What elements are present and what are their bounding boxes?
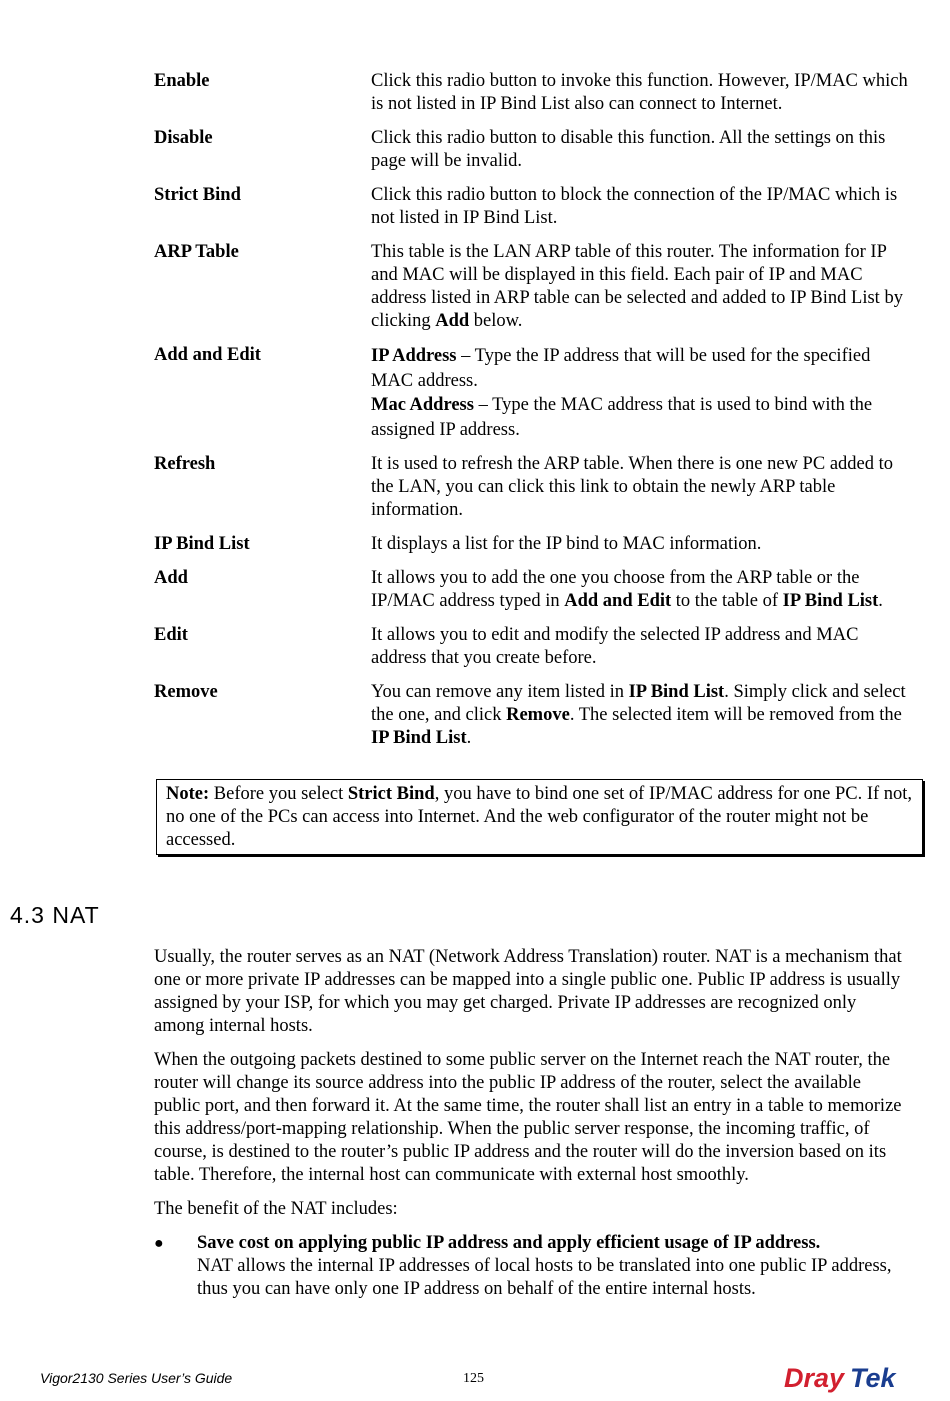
definition-term: Add and Edit (154, 345, 261, 365)
definition-row (154, 241, 914, 333)
desc-text: You can remove any item listed in (371, 682, 629, 702)
bullet-dot-icon: ● (154, 1235, 164, 1252)
definition-term: Strict Bind (154, 185, 241, 205)
definition-term: IP Bind List (154, 534, 250, 554)
bullet-title: Save cost on applying public IP address and apply efficient usage of IP address. (197, 1233, 821, 1253)
footer-guide-title: Vigor2130 Series User’s Guide (40, 1370, 233, 1386)
bullet-text: NAT allows the internal IP addresses of local hosts to be translated into one public IP address, thus you can have only one IP address on behalf of the entire internal hosts. (197, 1256, 892, 1299)
definition-desc (371, 681, 914, 750)
definition-row (154, 127, 914, 173)
note-box (156, 779, 923, 855)
definition-desc (371, 344, 914, 442)
definition-term: ARP Table (154, 242, 239, 262)
note-text: , you have to bind one set of IP/MAC address for one PC. If not, no one of the PCs can access into Internet. And the web configurator of the router might not be accessed. (166, 784, 913, 850)
svg-text:Tek: Tek (850, 1363, 896, 1393)
desc-text: . The selected item will be removed from the (569, 705, 902, 725)
definition-list (154, 70, 914, 761)
definition-row (154, 70, 914, 116)
desc-text: below. (469, 311, 523, 331)
desc-bold: IP Bind List (371, 728, 467, 748)
desc-text: It allows you to add the one you choose from the ARP table or the IP/MAC address typed in (371, 568, 860, 611)
definition-term: Remove (154, 682, 218, 702)
definition-term: Edit (154, 625, 188, 645)
definition-row (154, 567, 914, 613)
desc-text: . Simply click and select the one, and click (371, 682, 906, 725)
section-body (154, 946, 906, 1301)
definition-row (154, 344, 914, 442)
definition-desc (371, 241, 914, 333)
definition-row (154, 453, 914, 522)
definition-desc: Click this radio button to invoke this function. However, IP/MAC which is not listed in IP Bind List also can connect to Internet. (371, 71, 908, 114)
page-number: 125 (463, 1371, 484, 1386)
definition-row (154, 681, 914, 750)
desc-text: – Type the IP address that will be used for the specified MAC address. (371, 346, 871, 391)
desc-bold: IP Bind List (628, 682, 725, 702)
section-heading: 4.3 NAT (10, 902, 100, 928)
ip-address-item (371, 344, 914, 393)
paragraph: When the outgoing packets destined to some public server on the Internet reach the NAT router, the router will change its source address into the public IP address of the router, select the available public port, and then forward it. At the same time, the router shall list an entry in a table to memorize this address/port-mapping relationship. When the public server response, the incoming traffic, of course, is destined to the router’s public IP address and the router will do the inversion based on its table. Therefore, the internal host can communicate with external host smoothly. (154, 1050, 902, 1185)
desc-text: – Type the MAC address that is used to bind with the assigned IP address. (371, 395, 873, 440)
desc-text: . (878, 591, 883, 611)
mac-address-item (371, 393, 914, 442)
definition-desc: Click this radio button to block the connection of the IP/MAC which is not listed in IP Bind List. (371, 185, 898, 228)
note-bold: Strict Bind (347, 784, 435, 804)
draytek-logo-graphic (784, 1360, 914, 1394)
desc-bold: Add and Edit (564, 591, 672, 611)
definition-row (154, 624, 914, 670)
bullet-item (154, 1232, 906, 1301)
definition-term: Add (154, 568, 188, 588)
svg-text:Dray: Dray (784, 1363, 845, 1393)
paragraph: Usually, the router serves as an NAT (Network Address Translation) router. NAT is a mechanism that one or more private IP addresses can be mapped into a single public one. Public IP address is usually assigned by your ISP, for which you may get charged. Private IP addresses are recognized only among internal hosts. (154, 947, 902, 1036)
desc-text: . (466, 728, 472, 748)
desc-bold: Add (435, 311, 470, 331)
paragraph: The benefit of the NAT includes: (154, 1199, 398, 1219)
desc-bold: IP Address (371, 346, 457, 366)
definition-row (154, 184, 914, 230)
note-text: Before you select (209, 784, 348, 804)
definition-desc: It displays a list for the IP bind to MAC information. (371, 534, 762, 554)
definition-row (154, 533, 914, 556)
desc-text: This table is the LAN ARP table of this router. The information for IP and MAC will be displayed in this field. Each pair of IP and MAC address listed in ARP table can be selected and added to IP Bind List by clicking (371, 242, 903, 331)
definition-desc: It allows you to edit and modify the selected IP address and MAC address that you create before. (371, 625, 859, 668)
definition-desc: It is used to refresh the ARP table. When there is one new PC added to the LAN, you can click this link to obtain the newly ARP table information. (371, 454, 894, 520)
definition-desc: Click this radio button to disable this function. All the settings on this page will be invalid. (371, 128, 886, 171)
desc-bold: IP Bind List (782, 591, 879, 611)
desc-text: to the table of (671, 591, 783, 611)
note-label: Note: (166, 784, 210, 804)
definition-term: Refresh (154, 454, 216, 474)
definition-term: Enable (154, 71, 210, 91)
bullet-content (197, 1232, 906, 1301)
definition-term: Disable (154, 128, 213, 148)
desc-bold: Mac Address (371, 395, 474, 415)
desc-bold: Remove (506, 705, 570, 725)
draytek-logo (784, 1360, 914, 1401)
definition-desc (371, 567, 914, 613)
